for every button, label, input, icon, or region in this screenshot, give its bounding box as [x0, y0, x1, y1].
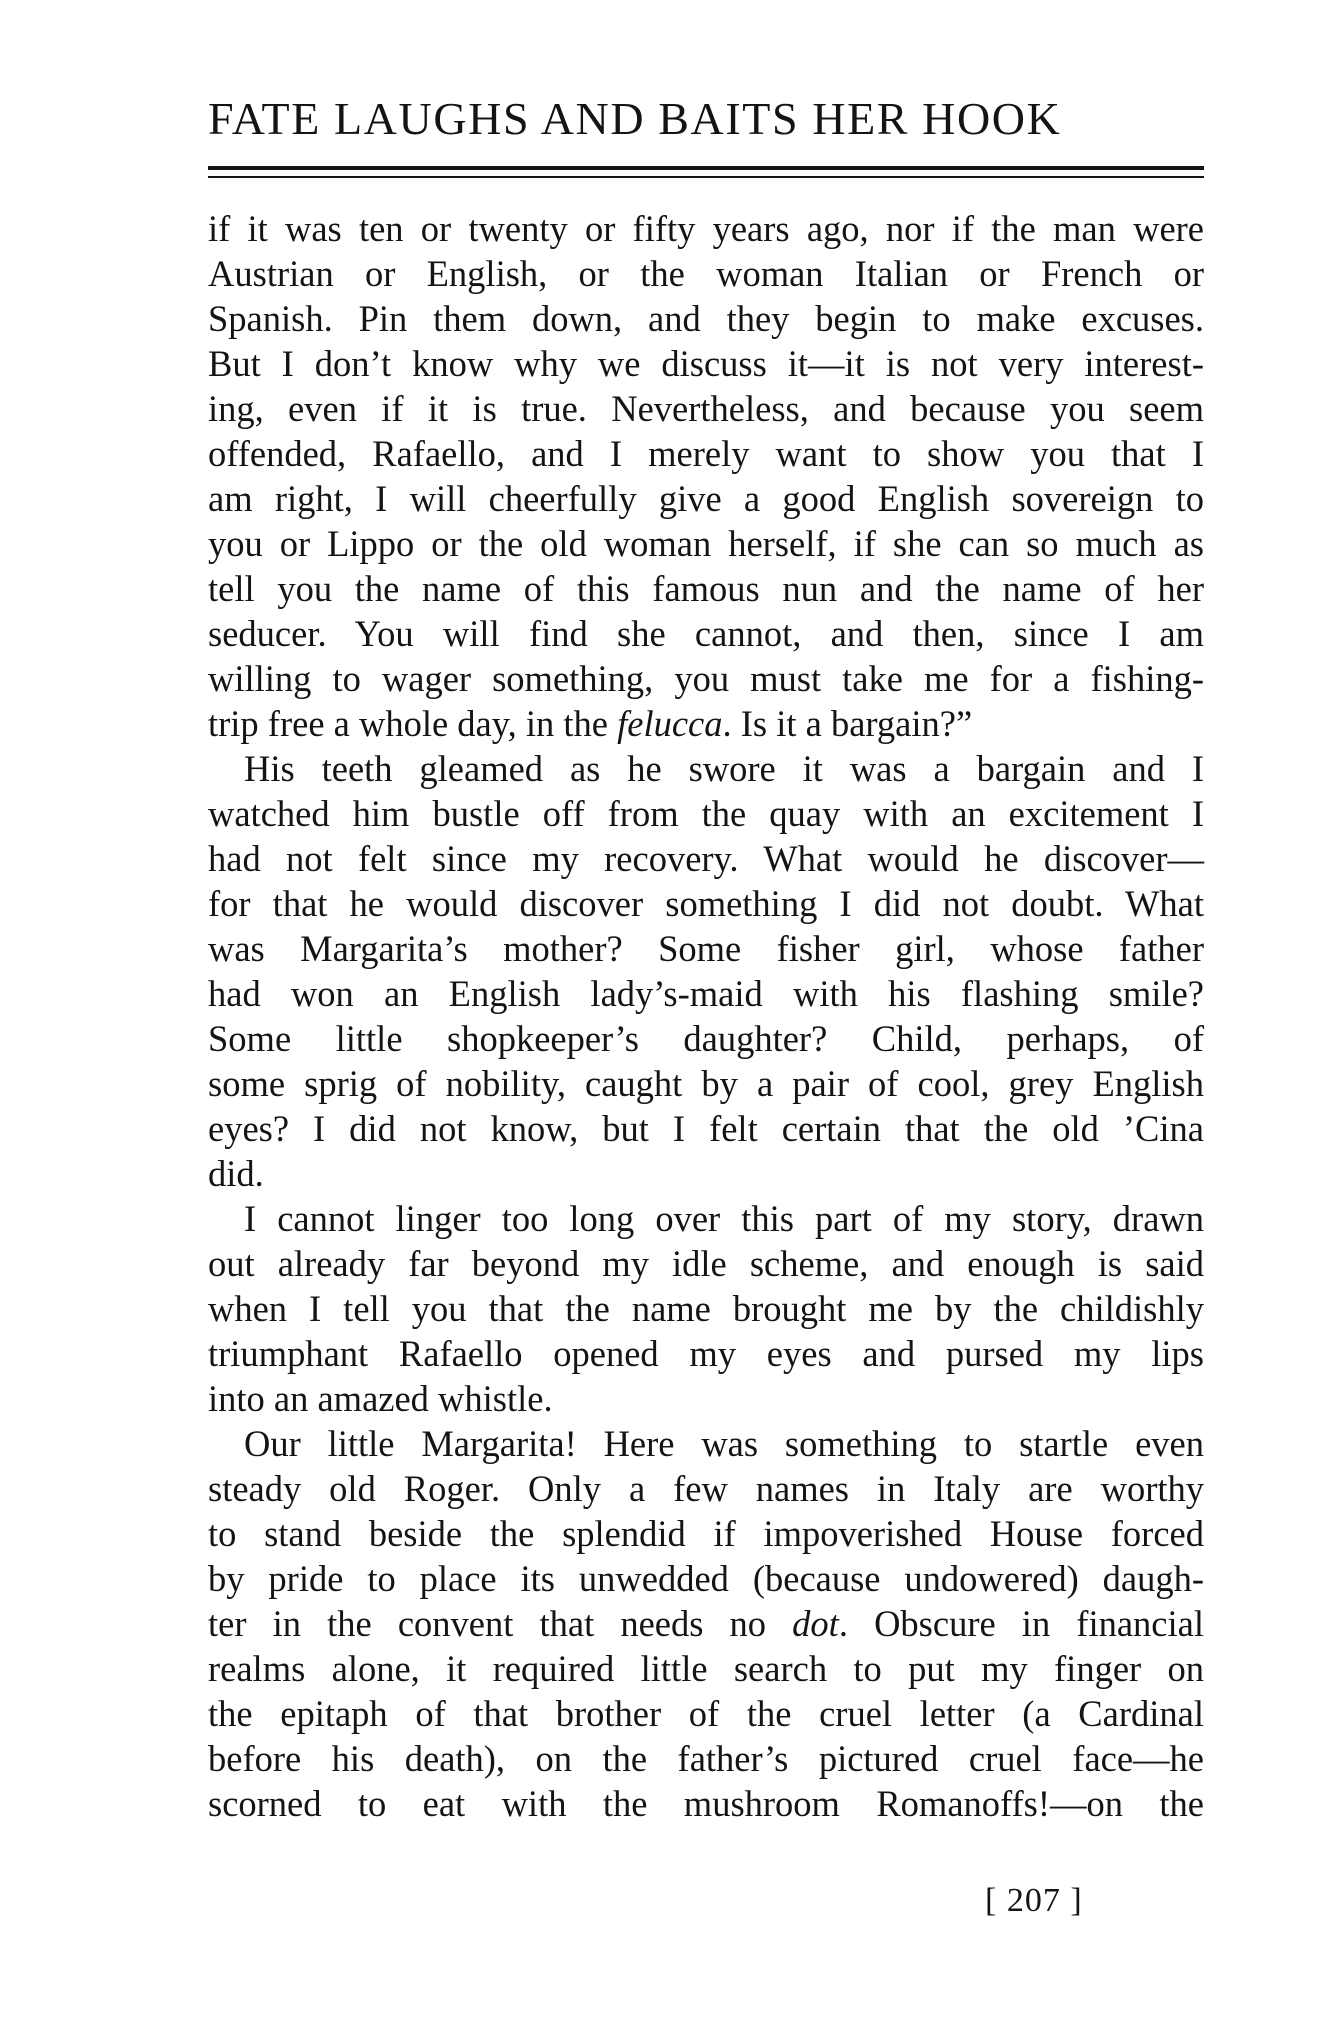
text-line: Some little shopkeeper’s daughter? Child, perhaps, of [208, 1018, 1204, 1059]
page-number: [ 207 ] [985, 1882, 1083, 1919]
text-line: to stand beside the splendid if impoverished House forced [208, 1513, 1204, 1554]
text-line: had not felt since my recovery. What would he discover— [208, 838, 1204, 879]
text-line: Spanish. Pin them down, and they begin to make excuses. [208, 298, 1204, 339]
text-line: offended, Rafaello, and I merely want to show you that I [208, 433, 1204, 474]
text-line: tell you the name of this famous nun and the name of her [208, 568, 1204, 609]
text-line: when I tell you that the name brought me by the childishly [208, 1288, 1204, 1329]
text-line: steady old Roger. Only a few names in Italy are worthy [208, 1468, 1204, 1509]
text-line: realms alone, it required little search to put my finger on [208, 1648, 1204, 1689]
text-line: ing, even if it is true. Nevertheless, and because you seem [208, 388, 1204, 429]
italic-word: felucca [617, 703, 723, 744]
text-line: eyes? I did not know, but I felt certain that the old ’Cina [208, 1108, 1204, 1149]
text-line: if it was ten or twenty or fifty years ago, nor if the man were [208, 208, 1204, 249]
text-line: Our little Margarita! Here was something to startle even [244, 1423, 1204, 1464]
running-head: FATE LAUGHS AND BAITS HER HOOK [208, 93, 1062, 144]
text-run: . Is it a bargain?” [722, 703, 973, 744]
text-line: you or Lippo or the old woman herself, if she can so much as [208, 523, 1204, 564]
text-line: am right, I will cheerfully give a good English sovereign to [208, 478, 1204, 519]
body-text [208, 206, 1204, 1826]
text-line: willing to wager something, you must take me for a fishing- [208, 658, 1204, 699]
italic-word: dot [792, 1603, 839, 1644]
paragraph-1 [208, 206, 1204, 746]
text-line: the epitaph of that brother of the cruel letter (a Cardinal [208, 1693, 1204, 1734]
text-line: by pride to place its unwedded (because undowered) daugh- [208, 1558, 1204, 1599]
text-line: His teeth gleamed as he swore it was a bargain and I [244, 748, 1204, 789]
text-line: into an amazed whistle. [208, 1378, 553, 1419]
paragraph-3 [208, 1196, 1204, 1421]
text-line: out already far beyond my idle scheme, and enough is said [208, 1243, 1204, 1284]
text-line [208, 1601, 1204, 1646]
text-line: watched him bustle off from the quay with an excitement I [208, 793, 1204, 834]
text-line: But I don’t know why we discuss it—it is not very interest- [208, 343, 1204, 384]
text-run: ter in the convent that needs no [208, 1603, 793, 1644]
text-run: . Obscure in financial [838, 1603, 1204, 1644]
text-line: scorned to eat with the mushroom Romanoffs!—on the [208, 1783, 1204, 1824]
paragraph-2 [208, 746, 1204, 1196]
text-run: trip free a whole day, in the [208, 703, 618, 744]
text-line: seducer. You will find she cannot, and then, since I am [208, 613, 1204, 654]
text-line: was Margarita’s mother? Some fisher girl, whose father [208, 928, 1204, 969]
paragraph-4 [208, 1421, 1204, 1826]
text-line [208, 701, 1204, 746]
text-line: triumphant Rafaello opened my eyes and pursed my lips [208, 1333, 1204, 1374]
header-rule-thick [208, 166, 1204, 170]
text-line: some sprig of nobility, caught by a pair of cool, grey English [208, 1063, 1204, 1104]
text-line: did. [208, 1153, 264, 1194]
text-line: I cannot linger too long over this part of my story, drawn [244, 1198, 1204, 1239]
text-line: Austrian or English, or the woman Italian or French or [208, 253, 1204, 294]
text-line: had won an English lady’s-maid with his flashing smile? [208, 973, 1204, 1014]
text-line: before his death), on the father’s pictured cruel face—he [208, 1738, 1204, 1779]
header-rule-thin [208, 176, 1204, 178]
text-line: for that he would discover something I did not doubt. What [208, 883, 1204, 924]
